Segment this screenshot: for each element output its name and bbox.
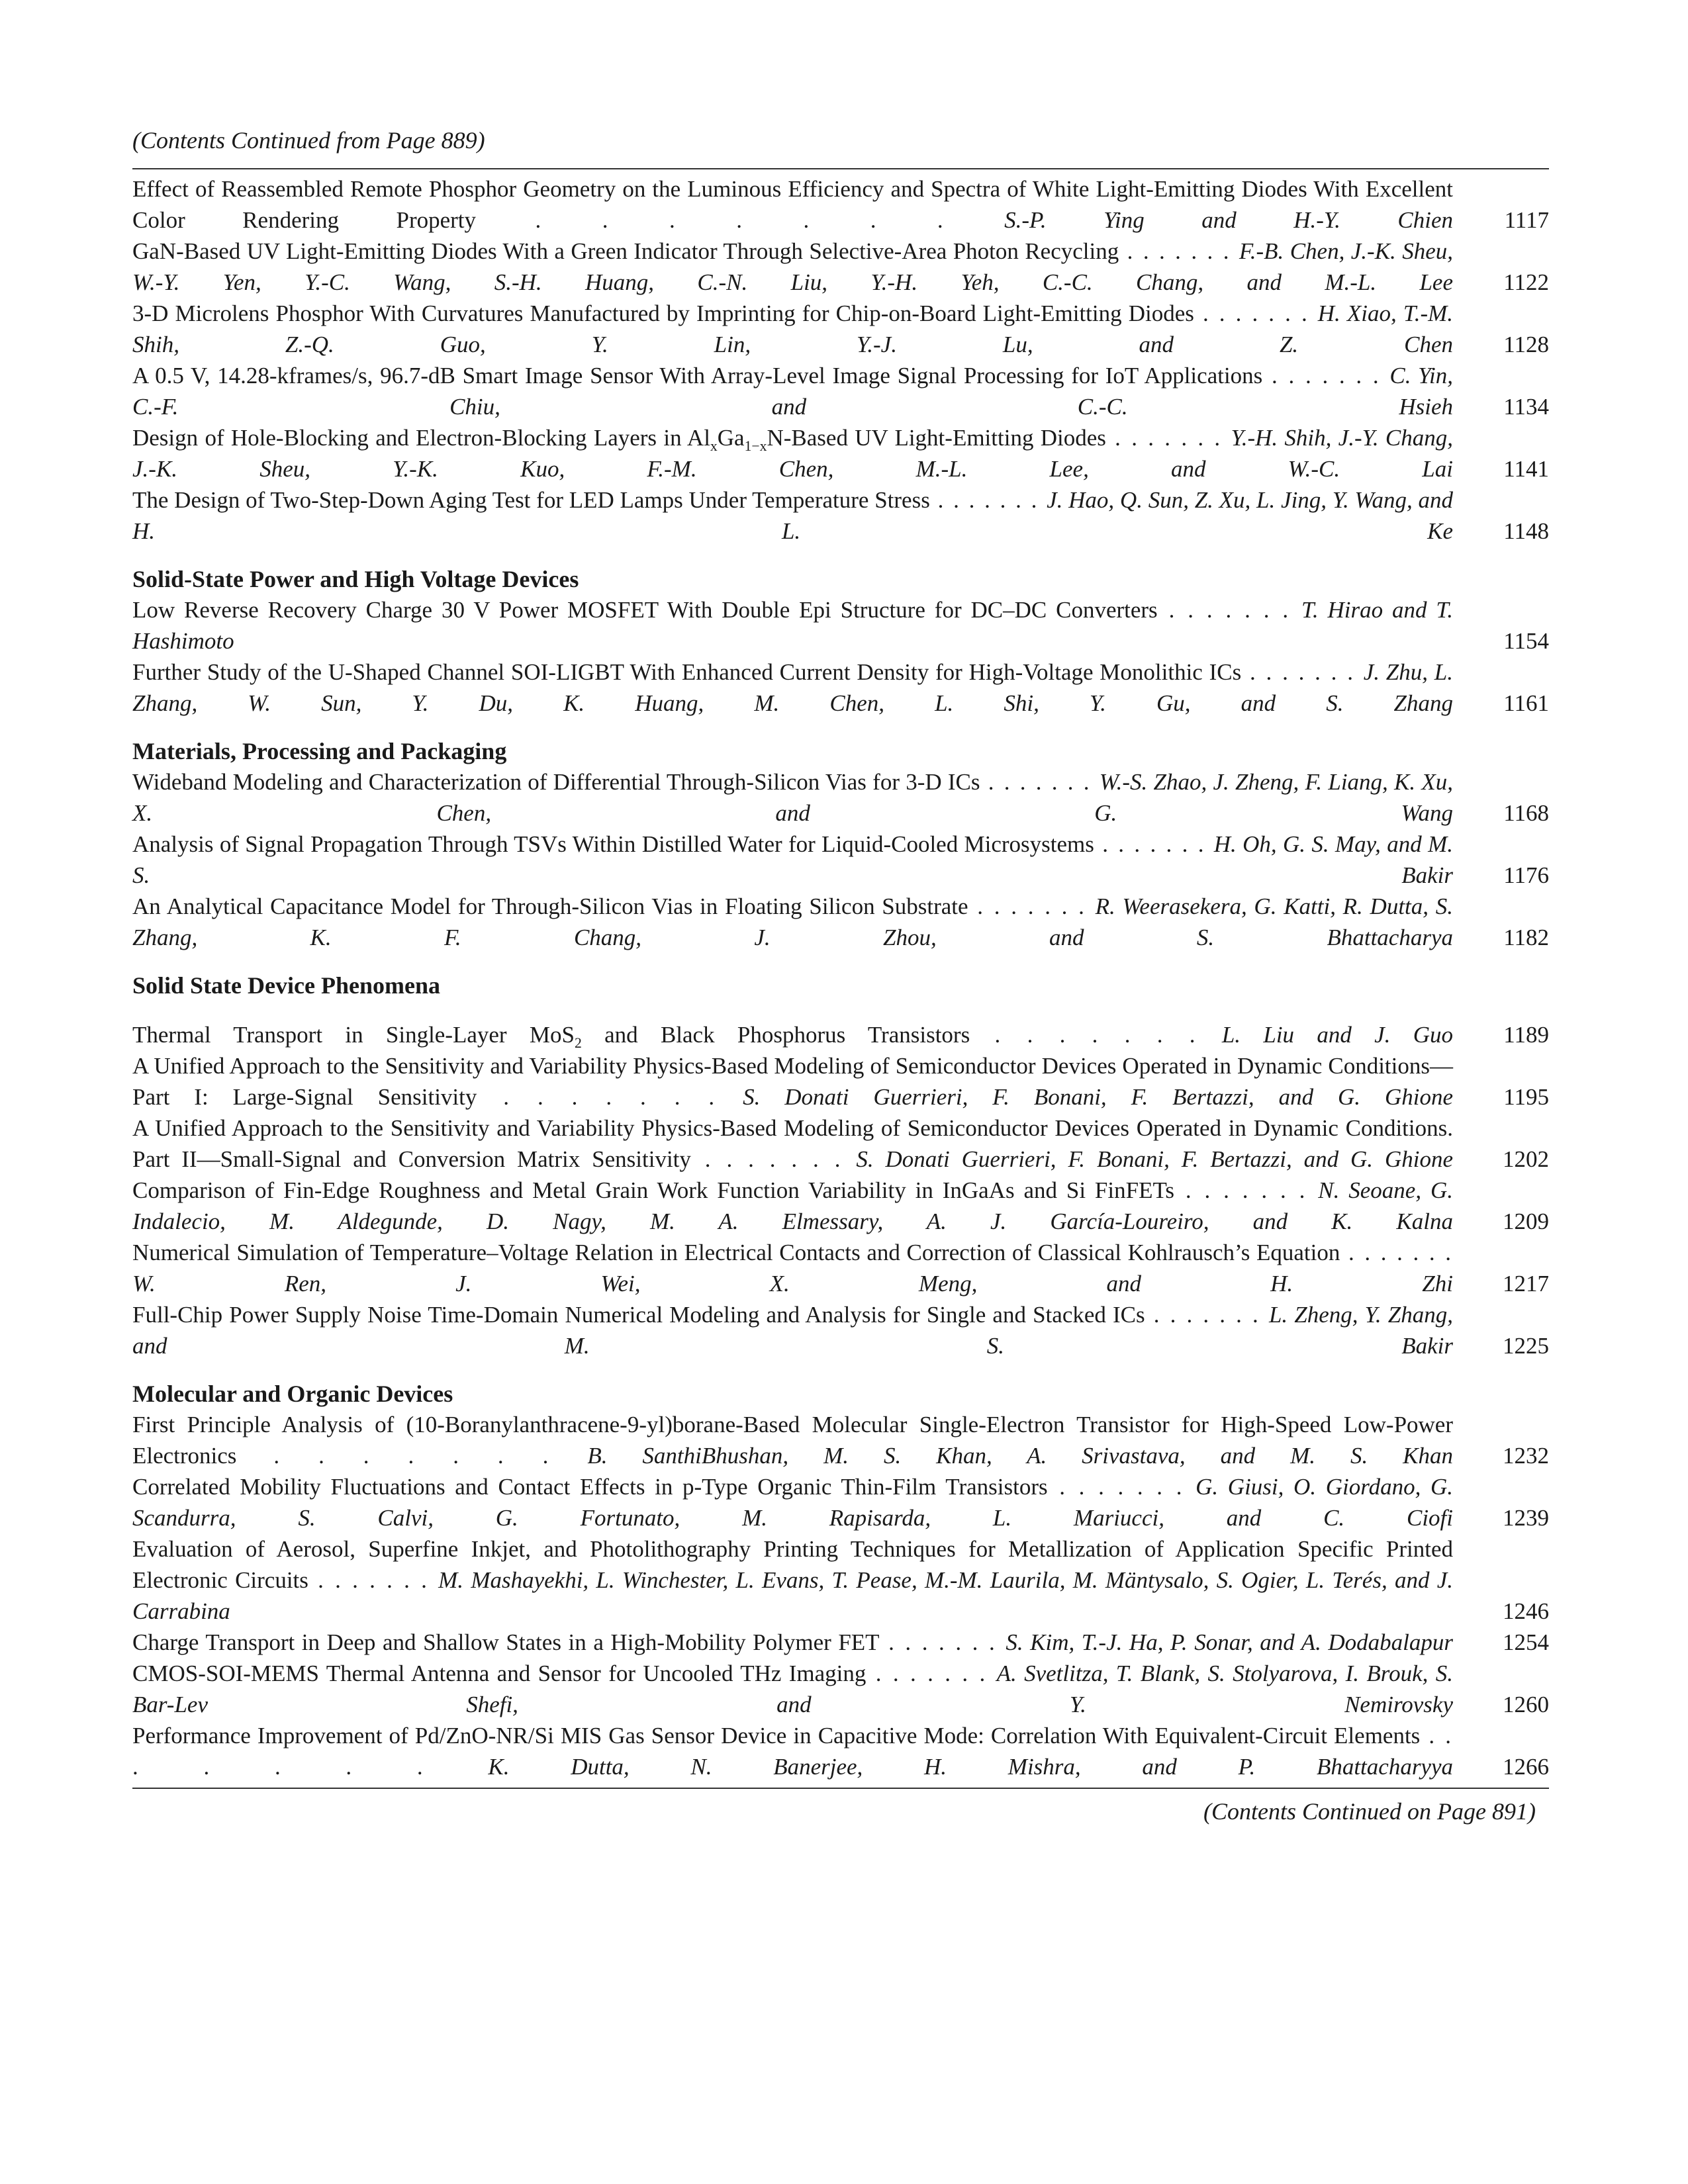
page-number[interactable]: 1254 (1503, 1629, 1549, 1655)
toc-entry[interactable] (132, 1627, 1549, 1658)
entry-text (132, 1113, 1453, 1175)
article-title[interactable] (132, 1022, 970, 1051)
article-title[interactable]: Analysis of Signal Propagation Through TSVs Within Distilled Water for Liquid-Cooled Microsystems (132, 831, 1094, 857)
page-number[interactable]: 1217 (1503, 1271, 1549, 1297)
page-number[interactable]: 1154 (1503, 628, 1549, 654)
leader-dots: . . . . . . . (1145, 1302, 1269, 1328)
page-number[interactable]: 1122 (1503, 269, 1549, 295)
entry-text (132, 1019, 1453, 1050)
article-title[interactable]: First Principle Analysis of (10-Boranylanthracene-9-yl)borane-Based Molecular Single-Electron Transistor for High-Speed Low-Power Electronics (132, 1412, 1453, 1469)
article-title[interactable]: Correlated Mobility Fluctuations and Contact Effects in p-Type Organic Thin-Film Transistors (132, 1474, 1048, 1500)
article-authors: W. Ren, J. Wei, X. Meng, and H. Zhi (132, 1271, 1453, 1297)
article-authors: Y.-H. Shih, J.-Y. Chang, J.-K. Sheu, Y.-K. Kuo, F.-M. Chen, M.-L. Lee, and W.-C. Lai (132, 425, 1453, 482)
article-title[interactable]: GaN-Based UV Light-Emitting Diodes With a Green Indicator Through Selective-Area Photon Recycling (132, 238, 1119, 264)
toc-entry[interactable] (132, 766, 1549, 829)
title-part: 1−x (744, 438, 767, 454)
entry-text (132, 1237, 1453, 1299)
title-part: 2 (574, 1035, 582, 1051)
entry-text (132, 236, 1453, 298)
title-part: Thermal Transport in Single-Layer MoS (132, 1022, 575, 1048)
entry-text (132, 1658, 1453, 1720)
article-authors: N. Seoane, G. Indalecio, M. Aldegunde, D. Nagy, M. A. Elmessary, A. J. García-Loureiro, and K. Kalna (132, 1177, 1453, 1234)
leader-dots: . . . . . . . (476, 207, 1005, 233)
toc-entry[interactable] (132, 1019, 1549, 1050)
article-title[interactable]: Charge Transport in Deep and Shallow States in a High-Mobility Polymer FET (132, 1629, 880, 1655)
entry-text (132, 1175, 1453, 1237)
article-authors: H. Oh, G. S. May, and M. S. Bakir (132, 831, 1453, 888)
section-heading: Solid State Device Phenomena (132, 972, 440, 999)
toc-entry[interactable] (132, 484, 1549, 547)
article-authors: F.-B. Chen, J.-K. Sheu, W.-Y. Yen, Y.-C. Wang, S.-H. Huang, C.-N. Liu, Y.-H. Yeh, C.-C. Chang, and M.-L. Lee (132, 238, 1453, 295)
page-number[interactable]: 1134 (1503, 394, 1549, 420)
toc-entry[interactable] (132, 1658, 1549, 1720)
page-number[interactable]: 1195 (1503, 1084, 1549, 1110)
article-title[interactable]: Wideband Modeling and Characterization of Differential Through-Silicon Vias for 3-D ICs (132, 769, 980, 795)
leader-dots: . . . . . . . (477, 1084, 743, 1110)
leader-dots: . . . . . . . (866, 1661, 997, 1686)
article-title[interactable]: A Unified Approach to the Sensitivity and Variability Physics-Based Modeling of Semiconductor Devices Operated in Dynamic Conditions. Part II—Small-Signal and Conversion Matrix Sensitivity (132, 1115, 1453, 1172)
article-title[interactable]: CMOS-SOI-MEMS Thermal Antenna and Sensor for Uncooled THz Imaging (132, 1661, 867, 1686)
page-number[interactable]: 1225 (1503, 1333, 1549, 1359)
page-number[interactable]: 1209 (1503, 1208, 1549, 1234)
article-title[interactable]: A 0.5 V, 14.28-kframes/s, 96.7-dB Smart Image Sensor With Array-Level Image Signal Processing for IoT Applications (132, 363, 1263, 388)
toc-entry[interactable] (132, 422, 1549, 484)
toc-entry[interactable] (132, 1471, 1549, 1533)
article-authors: L. Liu and J. Guo (1221, 1022, 1453, 1048)
article-authors: A. Svetlitza, T. Blank, S. Stolyarova, I. Brouk, S. Bar-Lev Shefi, and Y. Nemirovsky (132, 1661, 1454, 1717)
page-number[interactable]: 1266 (1503, 1754, 1549, 1780)
continued-from-note: (Contents Continued from Page 889) (132, 127, 485, 154)
entry-text (132, 766, 1453, 829)
toc-entry[interactable] (132, 657, 1549, 719)
section-heading: Solid-State Power and High Voltage Devices (132, 566, 579, 592)
article-title[interactable]: A Unified Approach to the Sensitivity and Variability Physics-Based Modeling of Semiconductor Devices Operated in Dynamic Conditions—Part I: Large-Signal Sensitivity (132, 1053, 1453, 1110)
article-authors: T. Hirao and T. Hashimoto (132, 597, 1454, 654)
article-title[interactable]: 3-D Microlens Phosphor With Curvatures Manufactured by Imprinting for Chip-on-Board Light-Emitting Diodes (132, 300, 1194, 326)
leader-dots: . . . . . . . (1262, 363, 1390, 388)
article-title[interactable]: An Analytical Capacitance Model for Through-Silicon Vias in Floating Silicon Substrate (132, 893, 968, 919)
article-title[interactable]: Low Reverse Recovery Charge 30 V Power MOSFET With Double Epi Structure for DC–DC Converters (132, 597, 1158, 623)
toc-section (132, 173, 1549, 547)
leader-dots: . . . . . . . (690, 1146, 857, 1172)
entry-text (132, 1471, 1453, 1533)
article-authors: S. Donati Guerrieri, F. Bonani, F. Bertazzi, and G. Ghione (743, 1084, 1453, 1110)
section-heading: Materials, Processing and Packaging (132, 738, 507, 764)
article-authors: S. Kim, T.-J. Ha, P. Sonar, and A. Dodabalapur (1006, 1629, 1454, 1655)
article-authors: K. Dutta, N. Banerjee, H. Mishra, and P. Bhattacharyya (488, 1754, 1454, 1780)
toc-entry[interactable] (132, 360, 1549, 422)
article-authors: M. Mashayekhi, L. Winchester, L. Evans, T. Pease, M.-M. Laurila, M. Mäntysalo, S. Ogier, L. Terés, and J. Carrabina (132, 1567, 1453, 1624)
article-authors: G. Giusi, O. Giordano, G. Scandurra, S. Calvi, G. Fortunato, M. Rapisarda, L. Mariucci, and C. Ciofi (132, 1474, 1453, 1531)
page-number[interactable]: 1202 (1503, 1146, 1549, 1172)
title-part: Ga (717, 425, 745, 451)
page-number[interactable]: 1117 (1504, 207, 1549, 233)
leader-dots: . . . . . . . (929, 487, 1047, 513)
continued-on-note: (Contents Continued on Page 891) (1203, 1798, 1536, 1825)
top-rule (132, 168, 1549, 169)
article-title[interactable]: Effect of Reassembled Remote Phosphor Geometry on the Luminous Efficiency and Spectra of White Light-Emitting Diodes With Excellent Color Rendering Property (132, 176, 1453, 233)
page-number[interactable]: 1141 (1503, 456, 1549, 482)
leader-dots: . . . . . . . (308, 1567, 439, 1593)
leader-dots: . . . . . . . (1047, 1474, 1196, 1500)
entry-text (132, 1533, 1453, 1627)
leader-dots: . . . . . . . (236, 1443, 588, 1469)
toc-entry[interactable] (132, 594, 1549, 657)
toc-entry[interactable] (132, 1299, 1549, 1361)
toc-entry[interactable] (132, 298, 1549, 360)
page-number[interactable]: 1232 (1503, 1443, 1549, 1469)
article-authors: S.-P. Ying and H.-Y. Chien (1004, 207, 1453, 233)
entry-text (132, 891, 1453, 953)
article-authors: S. Donati Guerrieri, F. Bonani, F. Bertazzi, and G. Ghione (856, 1146, 1453, 1172)
entry-text (132, 484, 1453, 547)
entry-text (132, 1720, 1453, 1782)
toc-entry[interactable] (132, 1113, 1549, 1175)
leader-dots: . . . . . . . (1194, 300, 1318, 326)
article-title[interactable]: Comparison of Fin-Edge Roughness and Metal Grain Work Function Variability in InGaAs and Si FinFETs (132, 1177, 1175, 1203)
toc-entry[interactable] (132, 891, 1549, 953)
article-authors: R. Weerasekera, G. Katti, R. Dutta, S. Zhang, K. F. Chang, J. Zhou, and S. Bhattacharya (132, 893, 1453, 950)
article-authors: C. Yin, C.-F. Chiu, and C.-C. Hsieh (132, 363, 1454, 420)
toc-entry[interactable] (132, 1720, 1549, 1782)
entry-text (132, 594, 1453, 657)
toc-entry[interactable] (132, 1533, 1549, 1627)
leader-dots: . . . . . . . (1174, 1177, 1319, 1203)
article-title[interactable]: Performance Improvement of Pd/ZnO-NR/Si MIS Gas Sensor Device in Capacitive Mode: Correlation With Equivalent-Circuit Elements (132, 1723, 1421, 1749)
leader-dots: . . . . . . . (132, 1723, 1454, 1780)
leader-dots: . . . . . . . (1094, 831, 1214, 857)
leader-dots: . . . . . . . (879, 1629, 1006, 1655)
article-authors: J. Zhu, L. Zhang, W. Sun, Y. Du, K. Huang, M. Chen, L. Shi, Y. Gu, and S. Zhang (132, 659, 1454, 716)
page-number[interactable]: 1161 (1503, 690, 1549, 716)
page-number[interactable]: 1246 (1503, 1598, 1549, 1624)
toc-entry[interactable] (132, 173, 1549, 236)
toc-entry[interactable] (132, 236, 1549, 298)
entry-text (132, 173, 1453, 236)
leader-dots: . . . . . . . (1241, 659, 1364, 685)
article-authors: J. Hao, Q. Sun, Z. Xu, L. Jing, Y. Wang, and H. L. Ke (132, 487, 1453, 544)
title-part: N-Based UV Light-Emitting Diodes (767, 425, 1106, 451)
entry-text (132, 360, 1453, 422)
entry-text (132, 298, 1453, 360)
leader-dots: . . . . . . . (1105, 425, 1231, 451)
leader-dots: . . . . . . . (980, 769, 1100, 795)
section-heading: Molecular and Organic Devices (132, 1381, 453, 1407)
leader-dots: . . . . . . . (968, 893, 1096, 919)
article-title[interactable]: Full-Chip Power Supply Noise Time-Domain Numerical Modeling and Analysis for Single and Stacked ICs (132, 1302, 1145, 1328)
toc-entry[interactable] (132, 829, 1549, 891)
toc-section (132, 1379, 1549, 1782)
page-number[interactable]: 1168 (1503, 800, 1549, 826)
toc-page (132, 126, 1549, 1826)
leader-dots: . . . . . . . (970, 1022, 1222, 1048)
article-authors: B. SanthiBhushan, M. S. Khan, A. Srivastava, and M. S. Khan (587, 1443, 1453, 1469)
entry-text (132, 1299, 1453, 1361)
article-title[interactable]: Numerical Simulation of Temperature–Voltage Relation in Electrical Contacts and Correction of Classical Kohlrausch’s Equation (132, 1240, 1340, 1265)
title-part: and Black Phosphorus Transistors (581, 1022, 970, 1048)
article-title[interactable] (132, 425, 1106, 454)
toc-list (132, 173, 1549, 1782)
leader-dots: . . . . . . . (1340, 1240, 1454, 1265)
entry-text (132, 1050, 1453, 1113)
toc-section (132, 736, 1549, 953)
toc-section (132, 564, 1549, 719)
article-title[interactable]: The Design of Two-Step-Down Aging Test for LED Lamps Under Temperature Stress (132, 487, 930, 513)
title-part: x (710, 438, 718, 454)
page-number[interactable]: 1128 (1503, 332, 1549, 357)
article-authors: L. Zheng, Y. Zhang, and M. S. Bakir (132, 1302, 1454, 1359)
page-number[interactable]: 1182 (1503, 925, 1549, 950)
page-number[interactable]: 1260 (1503, 1692, 1549, 1717)
entry-text (132, 1409, 1453, 1471)
entry-text (132, 657, 1453, 719)
article-title[interactable]: Further Study of the U-Shaped Channel SOI-LIGBT With Enhanced Current Density for High-Voltage Monolithic ICs (132, 659, 1242, 685)
article-authors: H. Xiao, T.-M. Shih, Z.-Q. Guo, Y. Lin, Y.-J. Lu, and Z. Chen (132, 300, 1454, 357)
article-title[interactable]: Evaluation of Aerosol, Superfine Inkjet, and Photolithography Printing Techniques for Metallization of Application Specific Printed Electronic Circuits (132, 1536, 1453, 1593)
toc-entry[interactable] (132, 1050, 1549, 1113)
toc-entry[interactable] (132, 1237, 1549, 1299)
article-authors: W.-S. Zhao, J. Zheng, F. Liang, K. Xu, X. Chen, and G. Wang (132, 769, 1453, 826)
title-part: Design of Hole-Blocking and Electron-Blocking Layers in Al (132, 425, 710, 451)
leader-dots: . . . . . . . (1119, 238, 1239, 264)
page-number[interactable]: 1239 (1503, 1505, 1549, 1531)
page-number[interactable]: 1148 (1503, 518, 1549, 544)
entry-text (132, 1627, 1453, 1658)
entry-text (132, 829, 1453, 891)
toc-entry[interactable] (132, 1409, 1549, 1471)
page-number[interactable]: 1189 (1503, 1022, 1549, 1048)
toc-section (132, 970, 1549, 1361)
toc-entry[interactable] (132, 1175, 1549, 1237)
page-number[interactable]: 1176 (1503, 862, 1549, 888)
bottom-rule (132, 1788, 1549, 1789)
entry-text (132, 422, 1453, 484)
leader-dots: . . . . . . . (1157, 597, 1301, 623)
